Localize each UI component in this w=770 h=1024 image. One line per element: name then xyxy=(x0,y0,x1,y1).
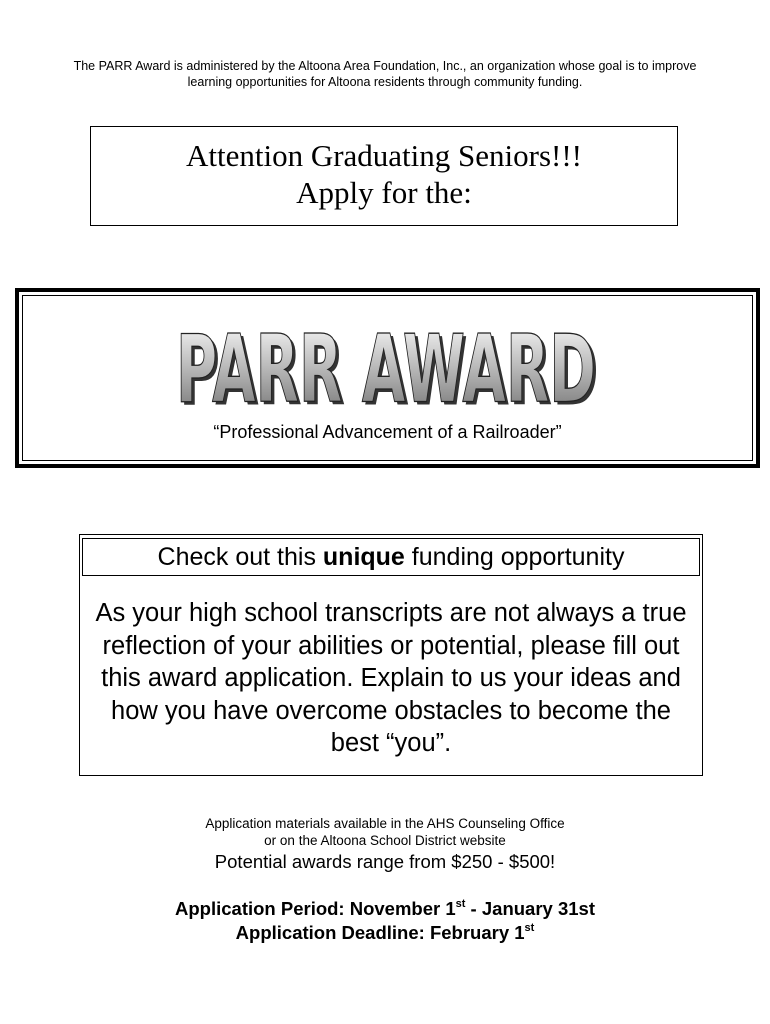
period-post: - January 31st xyxy=(465,898,595,919)
logo-text: PARR AWARD xyxy=(176,315,596,412)
intro-line-1: The PARR Award is administered by the Altoona Area Foundation, Inc., an organization whose goal is to improve xyxy=(73,59,697,73)
period-pre: Application Period: November 1 xyxy=(175,898,456,919)
materials-line-2: or on the Altoona School District website xyxy=(264,833,506,848)
intro-text xyxy=(20,58,750,90)
funding-box xyxy=(79,534,703,776)
award-motto: “Professional Advancement of a Railroader” xyxy=(213,422,562,442)
funding-heading-pre: Check out this xyxy=(157,543,323,571)
awards-range: Potential awards range from $250 - $500! xyxy=(214,851,556,872)
materials-info xyxy=(0,815,770,849)
funding-heading-emphasis: unique xyxy=(322,543,405,571)
award-banner xyxy=(15,288,760,468)
intro-line-2: learning opportunities for Altoona residents through community funding. xyxy=(187,75,583,89)
application-dates xyxy=(0,897,770,945)
attention-line-1: Attention Graduating Seniors!!! xyxy=(185,138,583,173)
materials-line-1: Application materials available in the AHS Counseling Office xyxy=(205,816,565,831)
application-deadline xyxy=(0,921,770,945)
funding-heading xyxy=(82,538,700,576)
attention-box xyxy=(90,126,678,226)
period-sup: st xyxy=(455,898,466,910)
application-period xyxy=(0,897,770,921)
deadline-sup: st xyxy=(524,922,535,934)
deadline-pre: Application Deadline: February 1 xyxy=(235,922,525,943)
funding-heading-post: funding opportunity xyxy=(404,543,625,571)
funding-body: As your high school transcripts are not always a true reflection of your abilities or potential, please fill out this award application. Explain to us your ideas and how you have overcome obstacles to become the best “you”. xyxy=(95,599,687,757)
logo-shadow: PARR AWARD xyxy=(179,318,599,412)
parr-award-logo xyxy=(169,312,609,412)
attention-line-2: Apply for the: xyxy=(296,175,472,210)
